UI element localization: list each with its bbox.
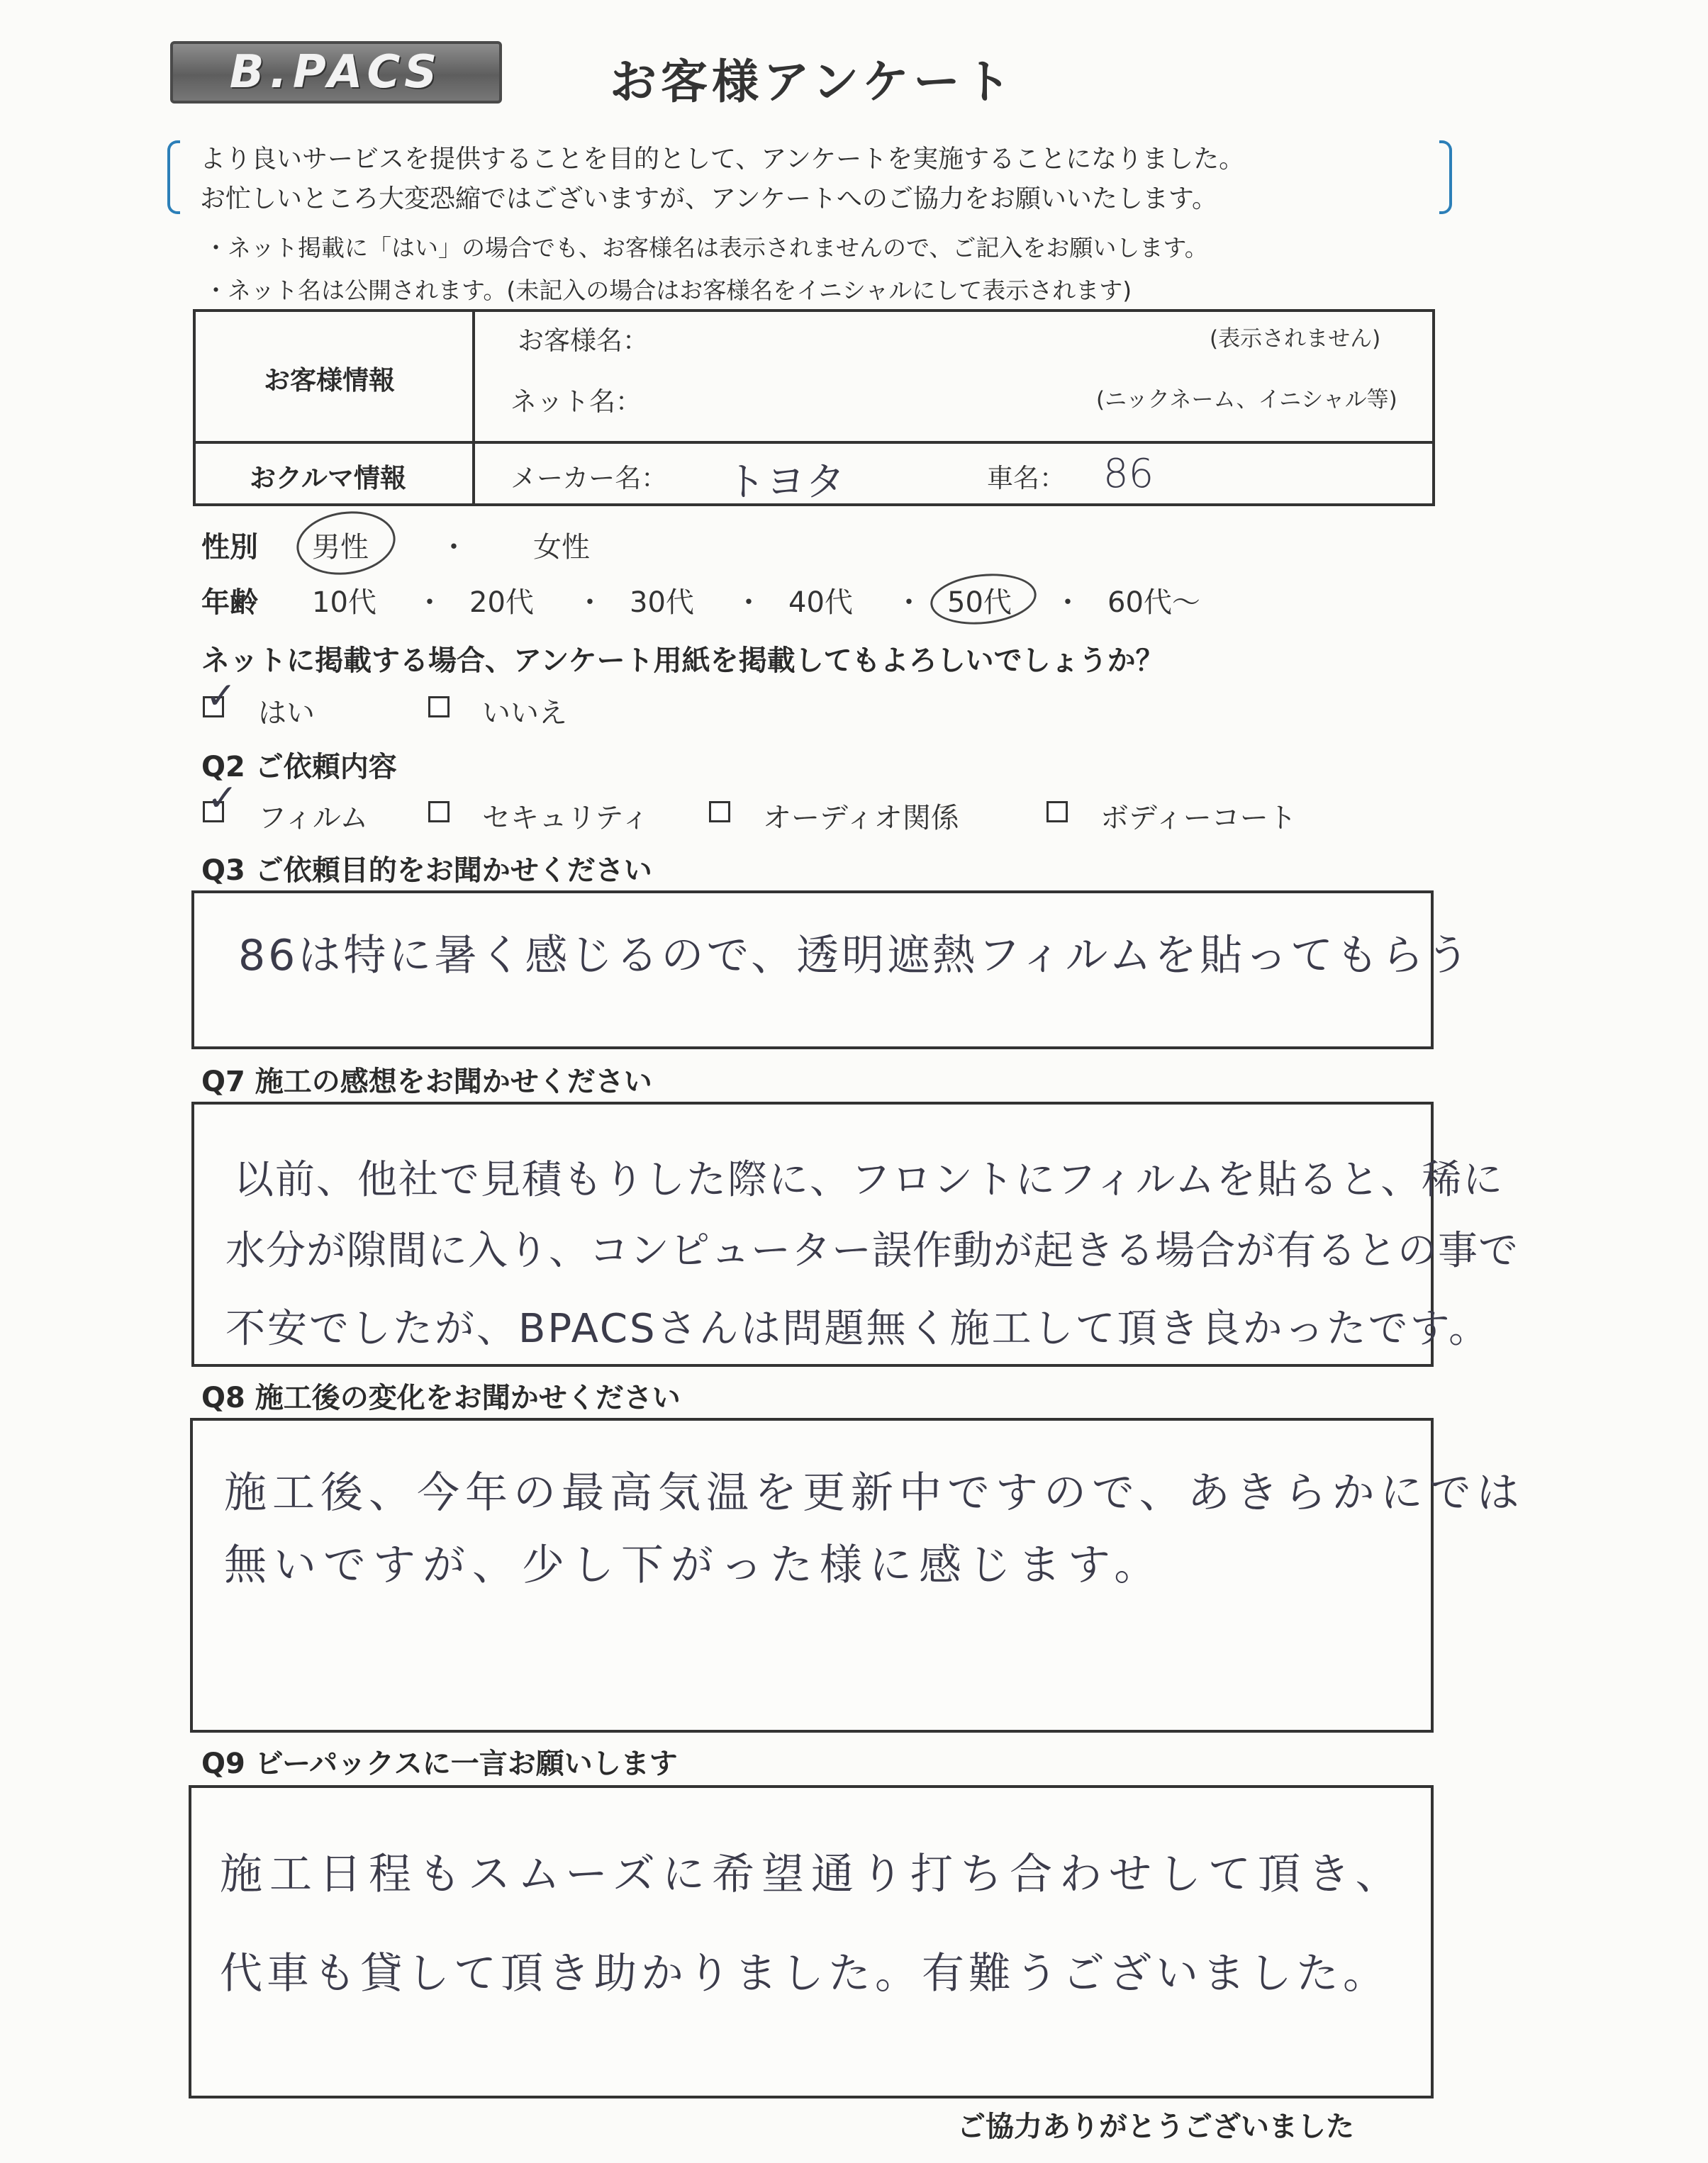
car-name-value: 86 xyxy=(1103,451,1154,497)
q3-answer-line-1: 86は特に暑く感じるので、透明遮熱フィルムを貼ってもらう xyxy=(238,931,1472,980)
publish-no-checkbox[interactable] xyxy=(428,696,450,717)
customer-name-note: (表示されません) xyxy=(1210,326,1381,352)
car-name-label: 車名： xyxy=(987,463,1066,493)
bpacs-logo xyxy=(170,41,502,104)
publish-yes-checkmark-icon: ✓ xyxy=(206,675,237,717)
info-divider-vertical xyxy=(472,309,475,506)
q2-option-security: セキュリティ xyxy=(482,802,649,834)
q2-option-bodycoat: ボディーコート xyxy=(1100,802,1297,834)
customer-name-label: お客様名： xyxy=(518,325,649,356)
gender-separator: ・ xyxy=(440,531,468,564)
publish-no-label: いいえ xyxy=(482,697,567,730)
bracket-right xyxy=(1439,140,1452,214)
publish-yes-label: はい xyxy=(258,697,315,730)
note-line-1: ・ネット掲載に「はい」の場合でも、お客様名は表示されませんので、ご記入をお願いします。 xyxy=(204,234,1208,262)
maker-value: トヨタ xyxy=(726,459,845,505)
age-separator-3: ・ xyxy=(735,586,763,619)
q7-answer-line-1: 以前、他社で見積もりした際に、フロントにフィルムを貼ると、稀に xyxy=(234,1157,1505,1203)
net-name-note: (ニックネーム、イニシャル等) xyxy=(1096,387,1397,413)
q8-title: Q8 施工後の変化をお聞かせください xyxy=(201,1382,681,1414)
customer-section-label: お客様情報 xyxy=(264,365,395,396)
bracket-left xyxy=(167,140,180,214)
intro-line-2: お忙しいところ大変恐縮ではございますが、アンケートへのご協力をお願いいたします。 xyxy=(200,184,1217,213)
age-separator-4: ・ xyxy=(895,586,923,619)
age-option-40: 40代 xyxy=(788,586,853,619)
age-option-30: 30代 xyxy=(630,586,694,619)
car-section-label: おクルマ情報 xyxy=(250,463,406,493)
note-line-2: ・ネット名は公開されます。(未記入の場合はお客様名をイニシャルにして表示されます) xyxy=(204,276,1132,304)
q7-answer-line-2: 水分が隙間に入り、コンピューター誤作動が起きる場合が有るとの事で xyxy=(225,1228,1519,1274)
age-option-20: 20代 xyxy=(469,586,534,619)
q2-option-film: フィルム xyxy=(258,802,369,834)
q3-title: Q3 ご依頼目的をお聞かせください xyxy=(201,854,652,887)
maker-label: メーカー名： xyxy=(510,463,668,493)
q2-film-checkmark-icon: ✓ xyxy=(207,777,238,820)
intro-line-1: より良いサービスを提供することを目的として、アンケートを実施することになりました。 xyxy=(200,145,1245,174)
q9-answer-line-2: 代車も貸して頂き助かりました。有難うございました。 xyxy=(220,1949,1390,1999)
age-separator-1: ・ xyxy=(415,586,444,619)
q7-answer-line-3: 不安でしたが、BPACSさんは問題無く施工して頂き良かったです。 xyxy=(225,1306,1491,1352)
gender-option-male: 男性 xyxy=(312,531,369,564)
q9-answer-line-1: 施工日程もスムーズに希望通り打ち合わせして頂き、 xyxy=(220,1850,1405,1899)
net-name-label: ネット名： xyxy=(510,386,642,417)
logo-text: B.PACS xyxy=(229,46,443,99)
q2-title: Q2 ご依頼内容 xyxy=(201,751,397,783)
age-separator-2: ・ xyxy=(576,586,604,619)
age-option-50: 50代 xyxy=(947,586,1012,619)
q2-audio-checkbox[interactable] xyxy=(709,801,730,822)
q2-security-checkbox[interactable] xyxy=(428,801,450,822)
age-separator-5: ・ xyxy=(1054,586,1082,619)
q9-title: Q9 ビーパックスに一言お願いします xyxy=(201,1748,678,1780)
q2-bodycoat-checkbox[interactable] xyxy=(1046,801,1068,822)
gender-label: 性別 xyxy=(201,531,258,564)
age-option-60: 60代～ xyxy=(1107,586,1200,619)
page-title: お客様アンケート xyxy=(610,55,1016,109)
q8-answer-line-1: 施工後、今年の最高気温を更新中ですので、あきらかにでは xyxy=(224,1468,1525,1518)
gender-option-female: 女性 xyxy=(533,531,590,564)
publish-question: ネットに掲載する場合、アンケート用紙を掲載してもよろしいでしょうか？ xyxy=(201,644,1164,677)
age-option-10: 10代 xyxy=(312,586,376,619)
q7-title: Q7 施工の感想をお聞かせください xyxy=(201,1066,652,1098)
info-divider-horizontal xyxy=(193,441,1435,444)
footer-thanks: ご協力ありがとうございました xyxy=(957,2111,1354,2143)
age-label: 年齢 xyxy=(201,586,258,619)
q8-answer-line-2: 無いですが、少し下がった様に感じます。 xyxy=(224,1541,1164,1590)
q2-option-audio: オーディオ関係 xyxy=(763,802,959,834)
